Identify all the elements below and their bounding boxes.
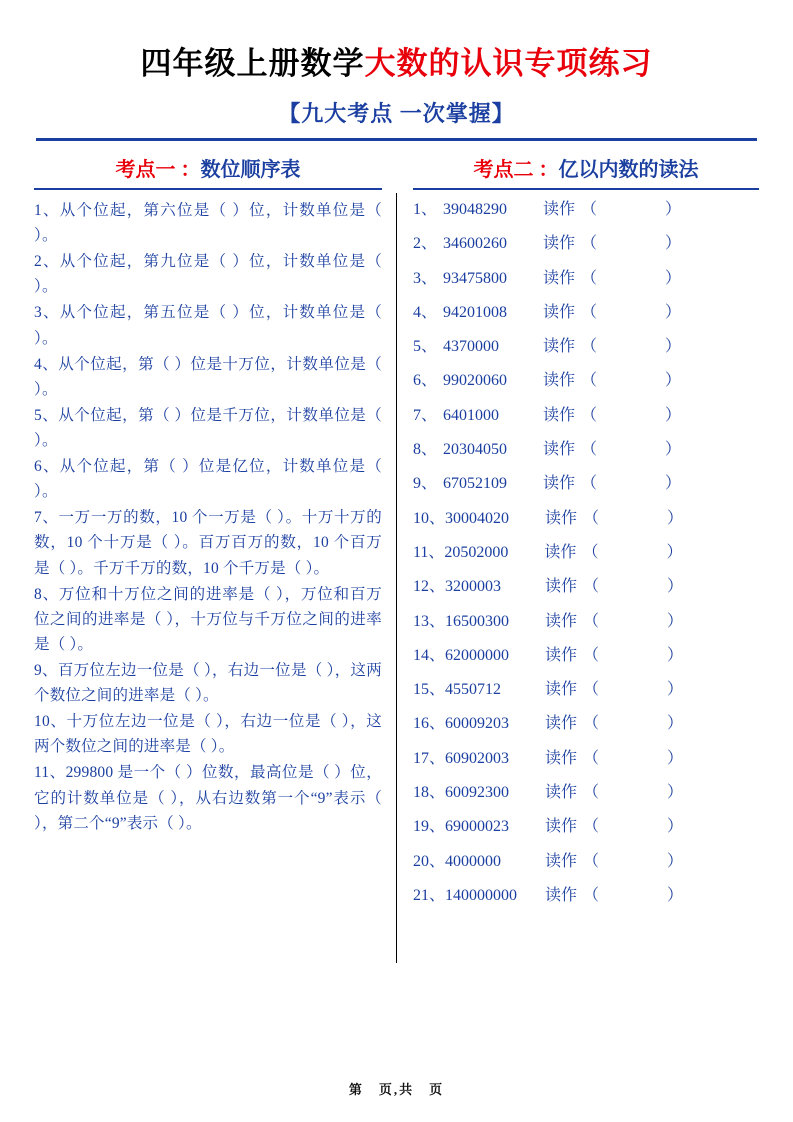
item-number: 19、 <box>413 818 446 836</box>
item-value: 60009203 <box>445 715 510 733</box>
item-number: 21、 <box>413 886 446 904</box>
answer-paren-open: （ <box>583 715 600 733</box>
list-item <box>413 438 759 463</box>
list-item <box>413 644 759 669</box>
answer-paren-open: （ <box>581 406 598 424</box>
read-label: 读作 <box>544 543 577 561</box>
list-item: 3、从个位起，第五位是（ ）位，计数单位是（ ）。 <box>34 304 382 347</box>
read-label: 读作 <box>545 509 578 527</box>
item-number: 13、 <box>413 612 446 630</box>
answer-paren-open: （ <box>583 886 600 904</box>
content-columns <box>34 153 759 1033</box>
list-item: 10、十万位左边一位是（ ），右边一位是（ ），这两个数位之间的进率是（ ）。 <box>34 713 382 756</box>
list-item <box>413 678 759 703</box>
right-column-heading <box>413 153 759 182</box>
answer-paren-open: （ <box>581 372 598 390</box>
item-number: 8、 <box>413 441 438 459</box>
item-value: 20502000 <box>444 543 509 561</box>
answer-paren-close: ） <box>667 578 684 596</box>
item-value: 62000000 <box>445 646 510 664</box>
item-value: 20304050 <box>443 441 507 459</box>
read-label: 读作 <box>545 886 578 904</box>
item-value: 4550712 <box>445 681 502 699</box>
answer-paren-close: ） <box>667 886 684 904</box>
list-item <box>413 815 759 840</box>
list-item <box>413 781 759 806</box>
answer-paren-open: （ <box>583 749 600 767</box>
list-item <box>413 335 759 360</box>
read-label: 读作 <box>543 235 576 253</box>
item-number: 2、 <box>413 235 438 253</box>
list-item <box>413 850 759 875</box>
list-item: 6、从个位起，第（ ）位是亿位，计数单位是（ ）。 <box>34 458 382 501</box>
item-number: 5、 <box>413 338 438 356</box>
list-item: 1、从个位起，第六位是（ ）位，计数单位是（ ）。 <box>34 202 382 245</box>
item-value: 140000000 <box>445 886 518 904</box>
list-item <box>413 884 759 909</box>
item-number: 4、 <box>413 303 438 321</box>
answer-paren-close: ） <box>667 818 684 836</box>
list-item: 7、一万一万的数，10 个一万是（ ）。十万十万的数，10 个十万是（ ）。百万百万的数，10 个百万是（ ）。千万千万的数，10 个千万是（ ）。 <box>34 509 382 577</box>
answer-paren-close: ） <box>665 303 682 321</box>
answer-paren-close: ） <box>665 201 682 218</box>
answer-paren-close: ） <box>665 338 682 356</box>
item-number: 18、 <box>413 784 446 802</box>
list-item <box>413 541 759 566</box>
read-label: 读作 <box>545 578 578 596</box>
answer-paren-open: （ <box>581 269 598 287</box>
right-column <box>397 153 759 1033</box>
item-number: 15、 <box>413 681 446 699</box>
item-value: 67052109 <box>443 475 507 493</box>
item-value: 16500300 <box>445 612 510 630</box>
answer-paren-close: ） <box>667 612 684 630</box>
list-item: 9、百万位左边一位是（ ），右边一位是（ ），这两个数位之间的进率是（ ）。 <box>34 661 382 705</box>
item-value: 4000000 <box>445 852 502 870</box>
list-item <box>413 198 759 223</box>
read-label: 读作 <box>545 646 578 664</box>
list-item <box>413 712 759 737</box>
item-number: 20、 <box>413 852 446 870</box>
item-number: 1、 <box>413 201 438 218</box>
page-title-red: 大数的认识专项练习 <box>364 46 653 81</box>
read-label: 读作 <box>545 681 578 699</box>
list-item <box>413 301 759 326</box>
item-number: 7、 <box>413 406 438 424</box>
right-heading-topic: 亿以内数的读法 <box>558 159 699 181</box>
answer-paren-close: ） <box>665 269 682 287</box>
item-value: 39048290 <box>443 201 507 218</box>
answer-paren-open: （ <box>583 681 600 699</box>
item-value: 60902003 <box>445 749 510 767</box>
item-value: 30004020 <box>445 509 510 527</box>
left-heading-underline <box>34 188 382 190</box>
answer-paren-close: ） <box>667 749 684 767</box>
item-value: 99020060 <box>443 372 507 390</box>
left-column <box>34 153 396 1033</box>
list-item <box>413 232 759 257</box>
answer-paren-open: （ <box>581 475 598 493</box>
read-label: 读作 <box>545 749 578 767</box>
page-title <box>34 38 759 83</box>
answer-paren-open: （ <box>583 818 600 836</box>
read-label: 读作 <box>543 338 576 356</box>
list-item <box>413 575 759 600</box>
left-heading-label: 考点一 ： <box>115 159 201 181</box>
read-label: 读作 <box>543 303 576 321</box>
item-number: 6、 <box>413 372 438 390</box>
answer-paren-close: ） <box>667 784 684 802</box>
answer-paren-close: ） <box>665 441 682 459</box>
page-subtitle: 【九大考点 一次掌握】 <box>278 101 515 126</box>
list-item <box>413 404 759 429</box>
item-value: 93475800 <box>443 269 507 287</box>
title-divider <box>36 138 757 141</box>
item-number: 11、 <box>413 543 445 561</box>
left-column-heading <box>34 153 382 182</box>
read-label: 读作 <box>543 269 576 287</box>
read-label: 读作 <box>545 818 578 836</box>
answer-paren-close: ） <box>667 852 684 870</box>
read-label: 读作 <box>543 441 576 459</box>
read-label: 读作 <box>543 201 576 218</box>
read-label: 读作 <box>545 715 578 733</box>
list-item: 5、从个位起，第（ ）位是千万位，计数单位是（ ）。 <box>34 406 382 449</box>
item-number: 17、 <box>413 749 446 767</box>
answer-paren-close: ） <box>665 372 682 390</box>
item-number: 16、 <box>413 715 446 733</box>
item-value: 34600260 <box>443 235 507 253</box>
answer-paren-open: （ <box>583 852 600 870</box>
read-label: 读作 <box>545 852 578 870</box>
answer-paren-close: ） <box>665 475 682 493</box>
list-item <box>413 507 759 532</box>
list-item: 4、从个位起，第（ ）位是十万位，计数单位是（ ）。 <box>34 355 382 398</box>
right-heading-label: 考点二 ： <box>473 159 559 181</box>
answer-paren-open: （ <box>583 784 600 802</box>
answer-paren-open: （ <box>583 578 600 596</box>
answer-paren-close: ） <box>665 406 682 424</box>
item-value: 6401000 <box>443 406 499 424</box>
item-number: 14、 <box>413 646 446 664</box>
read-label: 读作 <box>543 406 576 424</box>
answer-paren-close: ） <box>667 681 684 699</box>
answer-paren-open: （ <box>583 646 600 664</box>
read-label: 读作 <box>543 475 576 493</box>
answer-paren-open: （ <box>581 303 598 321</box>
read-label: 读作 <box>543 372 576 390</box>
item-value: 69000023 <box>445 818 510 836</box>
item-value: 60092300 <box>445 784 510 802</box>
read-label: 读作 <box>545 612 578 630</box>
item-number: 12、 <box>413 578 446 596</box>
list-item <box>413 369 759 394</box>
item-number: 3、 <box>413 269 438 287</box>
item-number: 9、 <box>413 475 438 493</box>
item-value: 3200003 <box>445 578 502 596</box>
list-item <box>413 610 759 635</box>
item-value: 4370000 <box>443 338 499 356</box>
list-item: 11、299800 是一个（ ）位数，最高位是（ ）位，它的计数单位是（ ），从右边数第一个“9”表示（ ），第二个“9”表示（ ）。 <box>34 764 382 832</box>
answer-paren-open: （ <box>581 201 598 218</box>
answer-paren-close: ） <box>667 509 684 527</box>
answer-paren-close: ） <box>665 235 682 253</box>
page-title-black: 四年级上册数学 <box>140 46 365 81</box>
answer-paren-open: （ <box>581 441 598 459</box>
list-item <box>413 747 759 772</box>
item-value: 94201008 <box>443 303 507 321</box>
answer-paren-close: ） <box>667 715 684 733</box>
answer-paren-open: （ <box>581 338 598 356</box>
list-item <box>413 267 759 292</box>
list-item: 2、从个位起，第九位是（ ）位，计数单位是（ ）。 <box>34 253 382 296</box>
answer-paren-open: （ <box>583 509 600 527</box>
right-heading-underline <box>413 188 759 190</box>
list-item <box>413 472 759 497</box>
answer-paren-open: （ <box>581 235 598 253</box>
answer-paren-close: ） <box>666 543 683 561</box>
answer-paren-close: ） <box>667 646 684 664</box>
list-item: 8、万位和十万位之间的进率是（ ），万位和百万位之间的进率是（ ），十万位与千万位之间的进率是（ ）。 <box>34 585 382 653</box>
answer-paren-open: （ <box>583 612 600 630</box>
read-label: 读作 <box>545 784 578 802</box>
answer-paren-open: （ <box>582 543 599 561</box>
item-number: 10、 <box>413 509 446 527</box>
left-heading-topic: 数位顺序表 <box>200 159 301 181</box>
page-footer: 第 页,共 页 <box>348 1082 445 1097</box>
